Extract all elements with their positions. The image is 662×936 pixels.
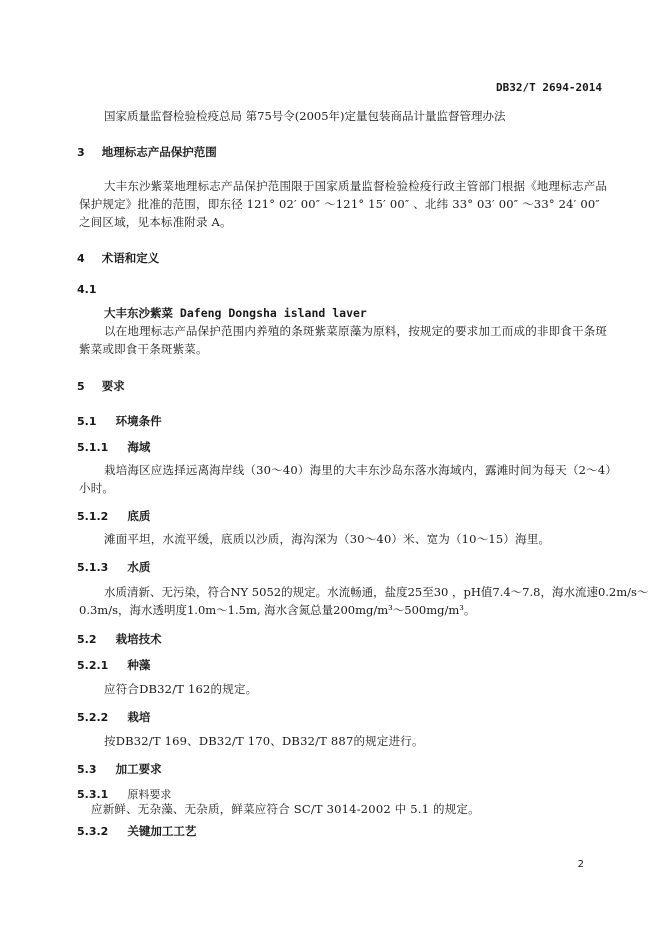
section-number: 5.2 — [77, 633, 97, 646]
section-number: 5.3 — [77, 763, 97, 776]
section-5-1-1-heading — [77, 436, 150, 455]
section-4-heading — [77, 247, 159, 266]
paragraph-line: 大丰东沙紫菜地理标志产品保护范围限于国家质量监督检验检疫行政主管部门根据《地理标志产品 — [104, 179, 608, 193]
section-title: 关键加工工艺 — [127, 824, 197, 838]
page-number: 2 — [577, 859, 584, 870]
section-number: 5.1.3 — [77, 561, 109, 574]
section-number: 5.1 — [77, 415, 97, 428]
section-title: 海域 — [127, 440, 151, 454]
paragraph-line: 栽培海区应选择远离海岸线（30～40）海里的大丰东沙岛东落水海域内，露滩时间为每天（2～4） — [104, 463, 618, 477]
section-title: 环境条件 — [115, 414, 162, 428]
section-number: 5.2.2 — [77, 711, 109, 724]
paragraph-line: 水质清新、无污染，符合NY 5052的规定。水流畅通，盐度25至30 ，pH值7.4～7.8，海水流速0.2m/s～ — [104, 585, 649, 599]
section-5-2-2-heading — [77, 706, 150, 725]
paragraph-line: 以在地理标志产品保护范围内养殖的条斑紫菜原藻为原料，按规定的要求加工而成的非即食干条斑 — [104, 324, 608, 338]
paragraph-line: 紫菜或即食干条斑紫菜。 — [79, 342, 208, 356]
section-number: 5.2.1 — [77, 659, 109, 672]
section-title: 要求 — [101, 379, 125, 393]
document-code-header: DB32/T 2694-2014 — [496, 81, 602, 94]
term-title: 大丰东沙紫菜 Dafeng Dongsha island laver — [104, 306, 367, 320]
paragraph-line: 滩面平坦，水流平缓，底质以沙质，海沟深为（30～40）米、宽为（10～15）海里。 — [104, 532, 551, 546]
section-5-1-heading — [77, 410, 162, 429]
section-number: 5 — [77, 380, 85, 393]
reference-line: 国家质量监督检验检疫总局 第75号令(2005年)定量包装商品计量监督管理办法 — [104, 109, 506, 123]
section-5-heading — [77, 375, 125, 394]
section-title: 种藻 — [127, 658, 151, 672]
section-title: 术语和定义 — [101, 251, 160, 265]
paragraph-line: 之间区域，见本标准附录 A。 — [79, 215, 232, 229]
section-title: 地理标志产品保护范围 — [101, 145, 217, 159]
section-number: 5.1.1 — [77, 441, 109, 454]
paragraph-line: 0.3m/s，海水透明度1.0m～1.5m, 海水含氮总量200mg/m³～500mg/m³。 — [79, 603, 476, 617]
section-number: 5.3.2 — [77, 825, 109, 838]
section-title: 水质 — [127, 560, 151, 574]
section-3-heading — [77, 141, 217, 160]
paragraph-line: 应符合DB32/T 162的规定。 — [104, 682, 258, 696]
section-number: 4 — [77, 252, 85, 265]
section-5-3-2-heading — [77, 820, 196, 839]
section-number: 3 — [77, 146, 85, 159]
paragraph-line: 按DB32/T 169、DB32/T 170、DB32/T 887的规定进行。 — [104, 734, 424, 748]
subsection-number: 4.1 — [77, 283, 97, 296]
section-number: 5.1.2 — [77, 510, 109, 523]
section-title: 底质 — [127, 509, 151, 523]
section-5-3-heading — [77, 758, 162, 777]
section-title: 原料要求 — [127, 788, 172, 801]
section-title: 加工要求 — [115, 762, 162, 776]
section-5-2-heading — [77, 628, 162, 647]
section-5-1-2-heading — [77, 505, 150, 524]
paragraph-line: 保护规定》批准的范围，即东径 121° 02′ 00″ ～121° 15′ 00″ 、北纬 33° 03′ 00″ ～33° 24′ 00″ — [79, 197, 600, 211]
section-5-2-1-heading — [77, 654, 150, 673]
section-5-1-3-heading — [77, 556, 150, 575]
section-number: 5.3.1 — [77, 788, 109, 801]
paragraph-line: 应新鲜、无杂藻、无杂质，鲜菜应符合 SC/T 3014-2002 中 5.1 的规定。 — [91, 802, 480, 816]
section-title: 栽培 — [127, 710, 151, 724]
paragraph-line: 小时。 — [79, 481, 115, 495]
section-title: 栽培技术 — [115, 632, 162, 646]
